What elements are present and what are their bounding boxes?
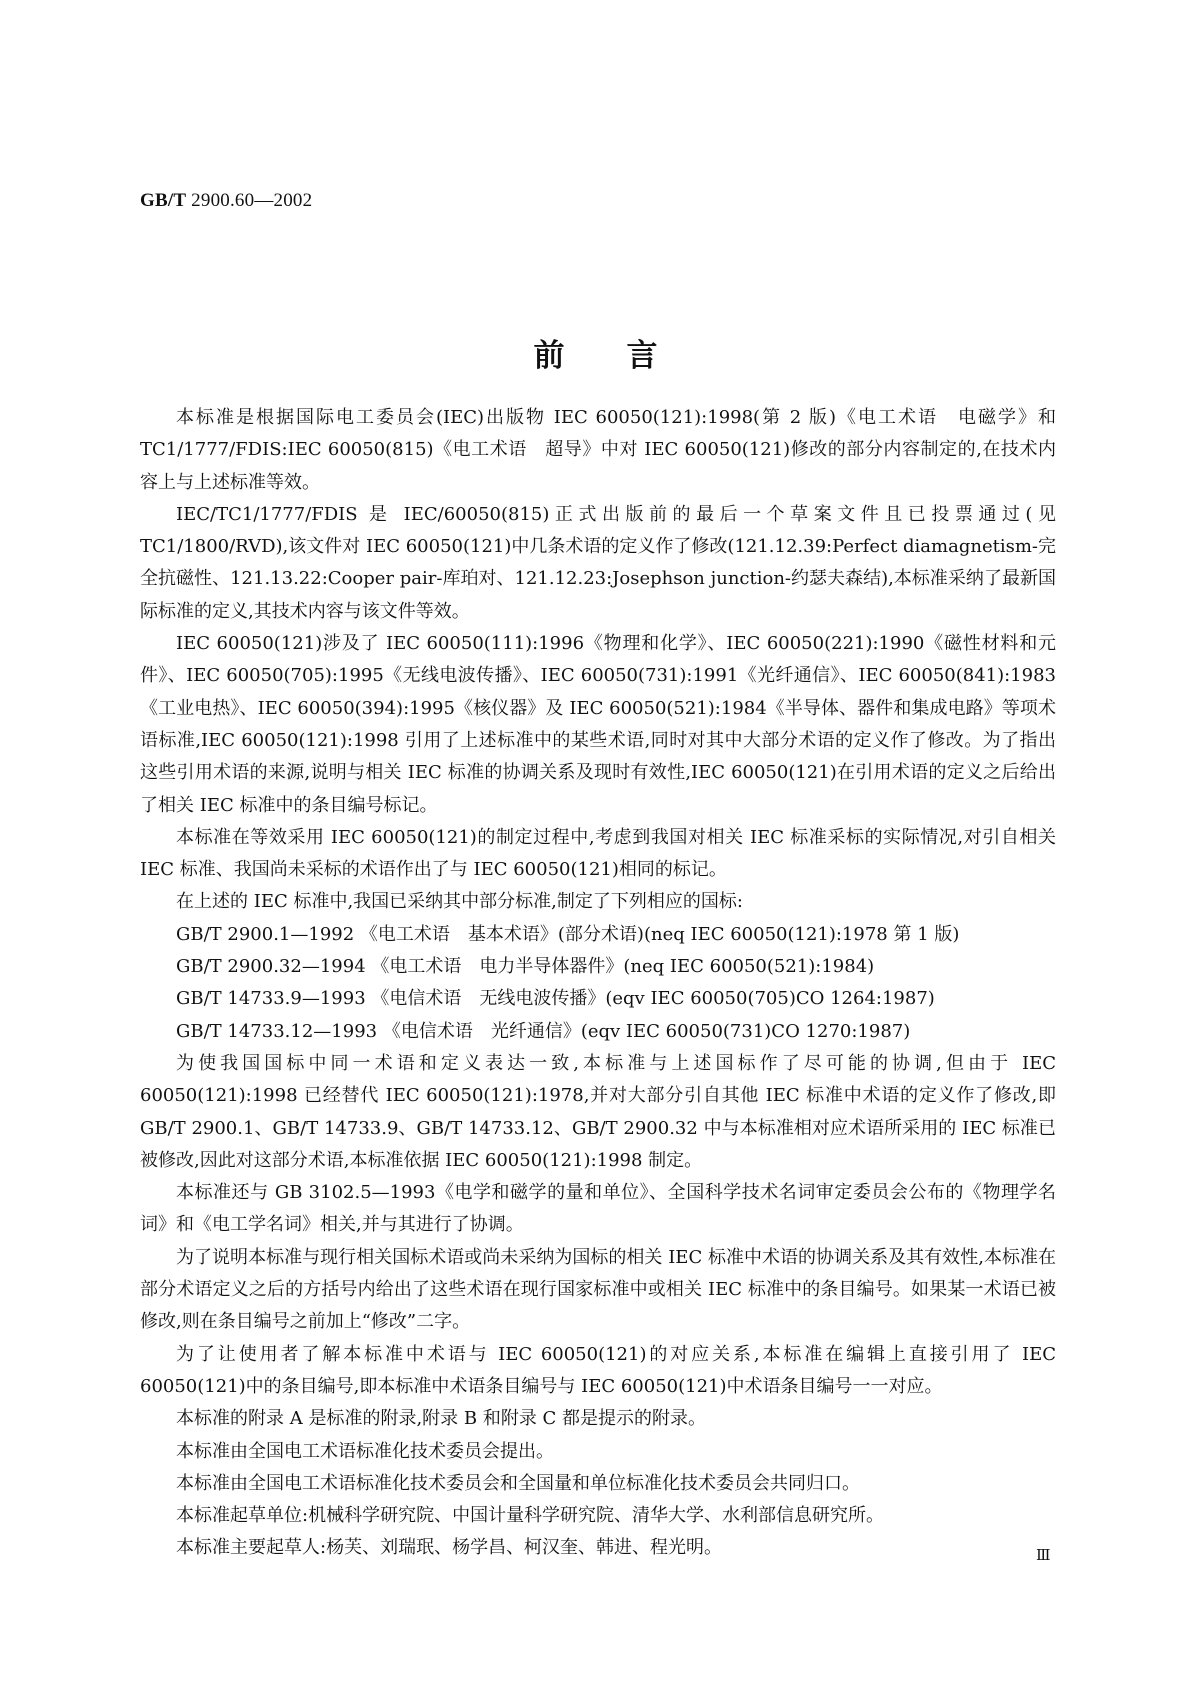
paragraph: 为使我国国标中同一术语和定义表达一致,本标准与上述国标作了尽可能的协调,但由于 IEC 60050(121):1998 已经替代 IEC 60050(121):1978,并对大部分引自其他 IEC 标准中术语的定义作了修改,即 GB/T 2900.1、GB/T 14733.9、GB/T 14733.12、GB/T 2900.32 中与本标准相对应术语所采用的 IEC 标准已被修改,因此对这部分术语,本标准依据 IEC 60050(121):1998 制定。 [140,1052,1056,1171]
paragraph: 为了让使用者了解本标准中术语与 IEC 60050(121)的对应关系,本标准在编辑上直接引用了 IEC 60050(121)中的条目编号,即本标准中术语条目编号与 IEC 60050(121)中术语条目编号一一对应。 [140,1343,1056,1397]
paragraph: IEC/TC1/1777/FDIS 是 IEC/60050(815)正式出版前的最后一个草案文件且已投票通过(见 TC1/1800/RVD),该文件对 IEC 60050(121)中几条术语的定义作了修改(121.12.39:Perfect diamagnetism-完全抗磁性、121.13.22:Cooper pair-库珀对、121.12.23:Josephson junction-约瑟夫森结),本标准采纳了最新国际标准的定义,其技术内容与该文件等效。 [140,503,1056,622]
paragraph: 本标准的附录 A 是标准的附录,附录 B 和附录 C 都是提示的附录。 [176,1408,707,1430]
paragraph: 本标准主要起草人:杨芙、刘瑞珉、杨学昌、柯汉奎、韩进、程光明。 [176,1537,723,1559]
national-standard-item: GB/T 2900.32—1994 《电工术语 电力半导体器件》(neq IEC 60050(521):1984) [176,956,875,978]
paragraph: 为了说明本标准与现行相关国标术语或尚未采纳为国标的相关 IEC 标准中术语的协调关系及其有效性,本标准在部分术语定义之后的方括号内给出了这些术语在现行国家标准中或相关 IEC 标准中的条目编号。如果某一术语已被修改,则在条目编号之前加上“修改”二字。 [140,1246,1056,1333]
paragraph: 本标准由全国电工术语标准化技术委员会和全国量和单位标准化技术委员会共同归口。 [176,1472,860,1494]
standard-prefix: GB/T [140,190,187,211]
paragraph: 本标准起草单位:机械科学研究院、中国计量科学研究院、清华大学、水利部信息研究所。 [176,1505,885,1527]
foreword-body [140,402,1056,1565]
paragraph: IEC 60050(121)涉及了 IEC 60050(111):1996《物理和化学》、IEC 60050(221):1990《磁性材料和元件》、IEC 60050(705):1995《无线电波传播》、IEC 60050(731):1991《光纤通信》、IEC 60050(841):1983《工业电热》、IEC 60050(394):1995《核仪器》及 IEC 60050(521):1984《半导体、器件和集成电路》等项术语标准,IEC 60050(121):1998 引用了上述标准中的某些术语,同时对其中大部分术语的定义作了修改。为了指出这些引用术语的来源,说明与相关 IEC 标准的协调关系及现时有效性,IEC 60050(121)在引用术语的定义之后给出了相关 IEC 标准中的条目编号标记。 [140,633,1056,816]
paragraph: 本标准在等效采用 IEC 60050(121)的制定过程中,考虑到我国对相关 IEC 标准采标的实际情况,对引自相关 IEC 标准、我国尚未采标的术语作出了与 IEC 60050(121)相同的标记。 [140,826,1056,881]
paragraph: 在上述的 IEC 标准中,我国已采纳其中部分标准,制定了下列相应的国标: [176,891,743,913]
standard-number: 2900.60—2002 [191,190,313,211]
national-standard-item: GB/T 2900.1—1992 《电工术语 基本术语》(部分术语)(neq IEC 60050(121):1978 第 1 版) [176,923,960,945]
national-standard-item: GB/T 14733.12—1993 《电信术语 光纤通信》(eqv IEC 60050(731)CO 1270:1987) [176,1020,911,1042]
page-title: 前言 [533,338,720,374]
paragraph: 本标准是根据国际电工委员会(IEC)出版物 IEC 60050(121):1998(第 2 版)《电工术语 电磁学》和 TC1/1777/FDIS:IEC 60050(815)《电工术语 超导》中对 IEC 60050(121)修改的部分内容制定的,在技术内容上与上述标准等效。 [140,407,1056,493]
page-header [140,190,312,212]
page-number: Ⅲ [1036,1548,1051,1564]
national-standard-item: GB/T 14733.9—1993 《电信术语 无线电波传播》(eqv IEC 60050(705)CO 1264:1987) [176,988,935,1010]
paragraph: 本标准由全国电工术语标准化技术委员会提出。 [176,1440,554,1462]
paragraph: 本标准还与 GB 3102.5—1993《电学和磁学的量和单位》、全国科学技术名词审定委员会公布的《物理学名词》和《电工学名词》相关,并与其进行了协调。 [140,1182,1056,1236]
